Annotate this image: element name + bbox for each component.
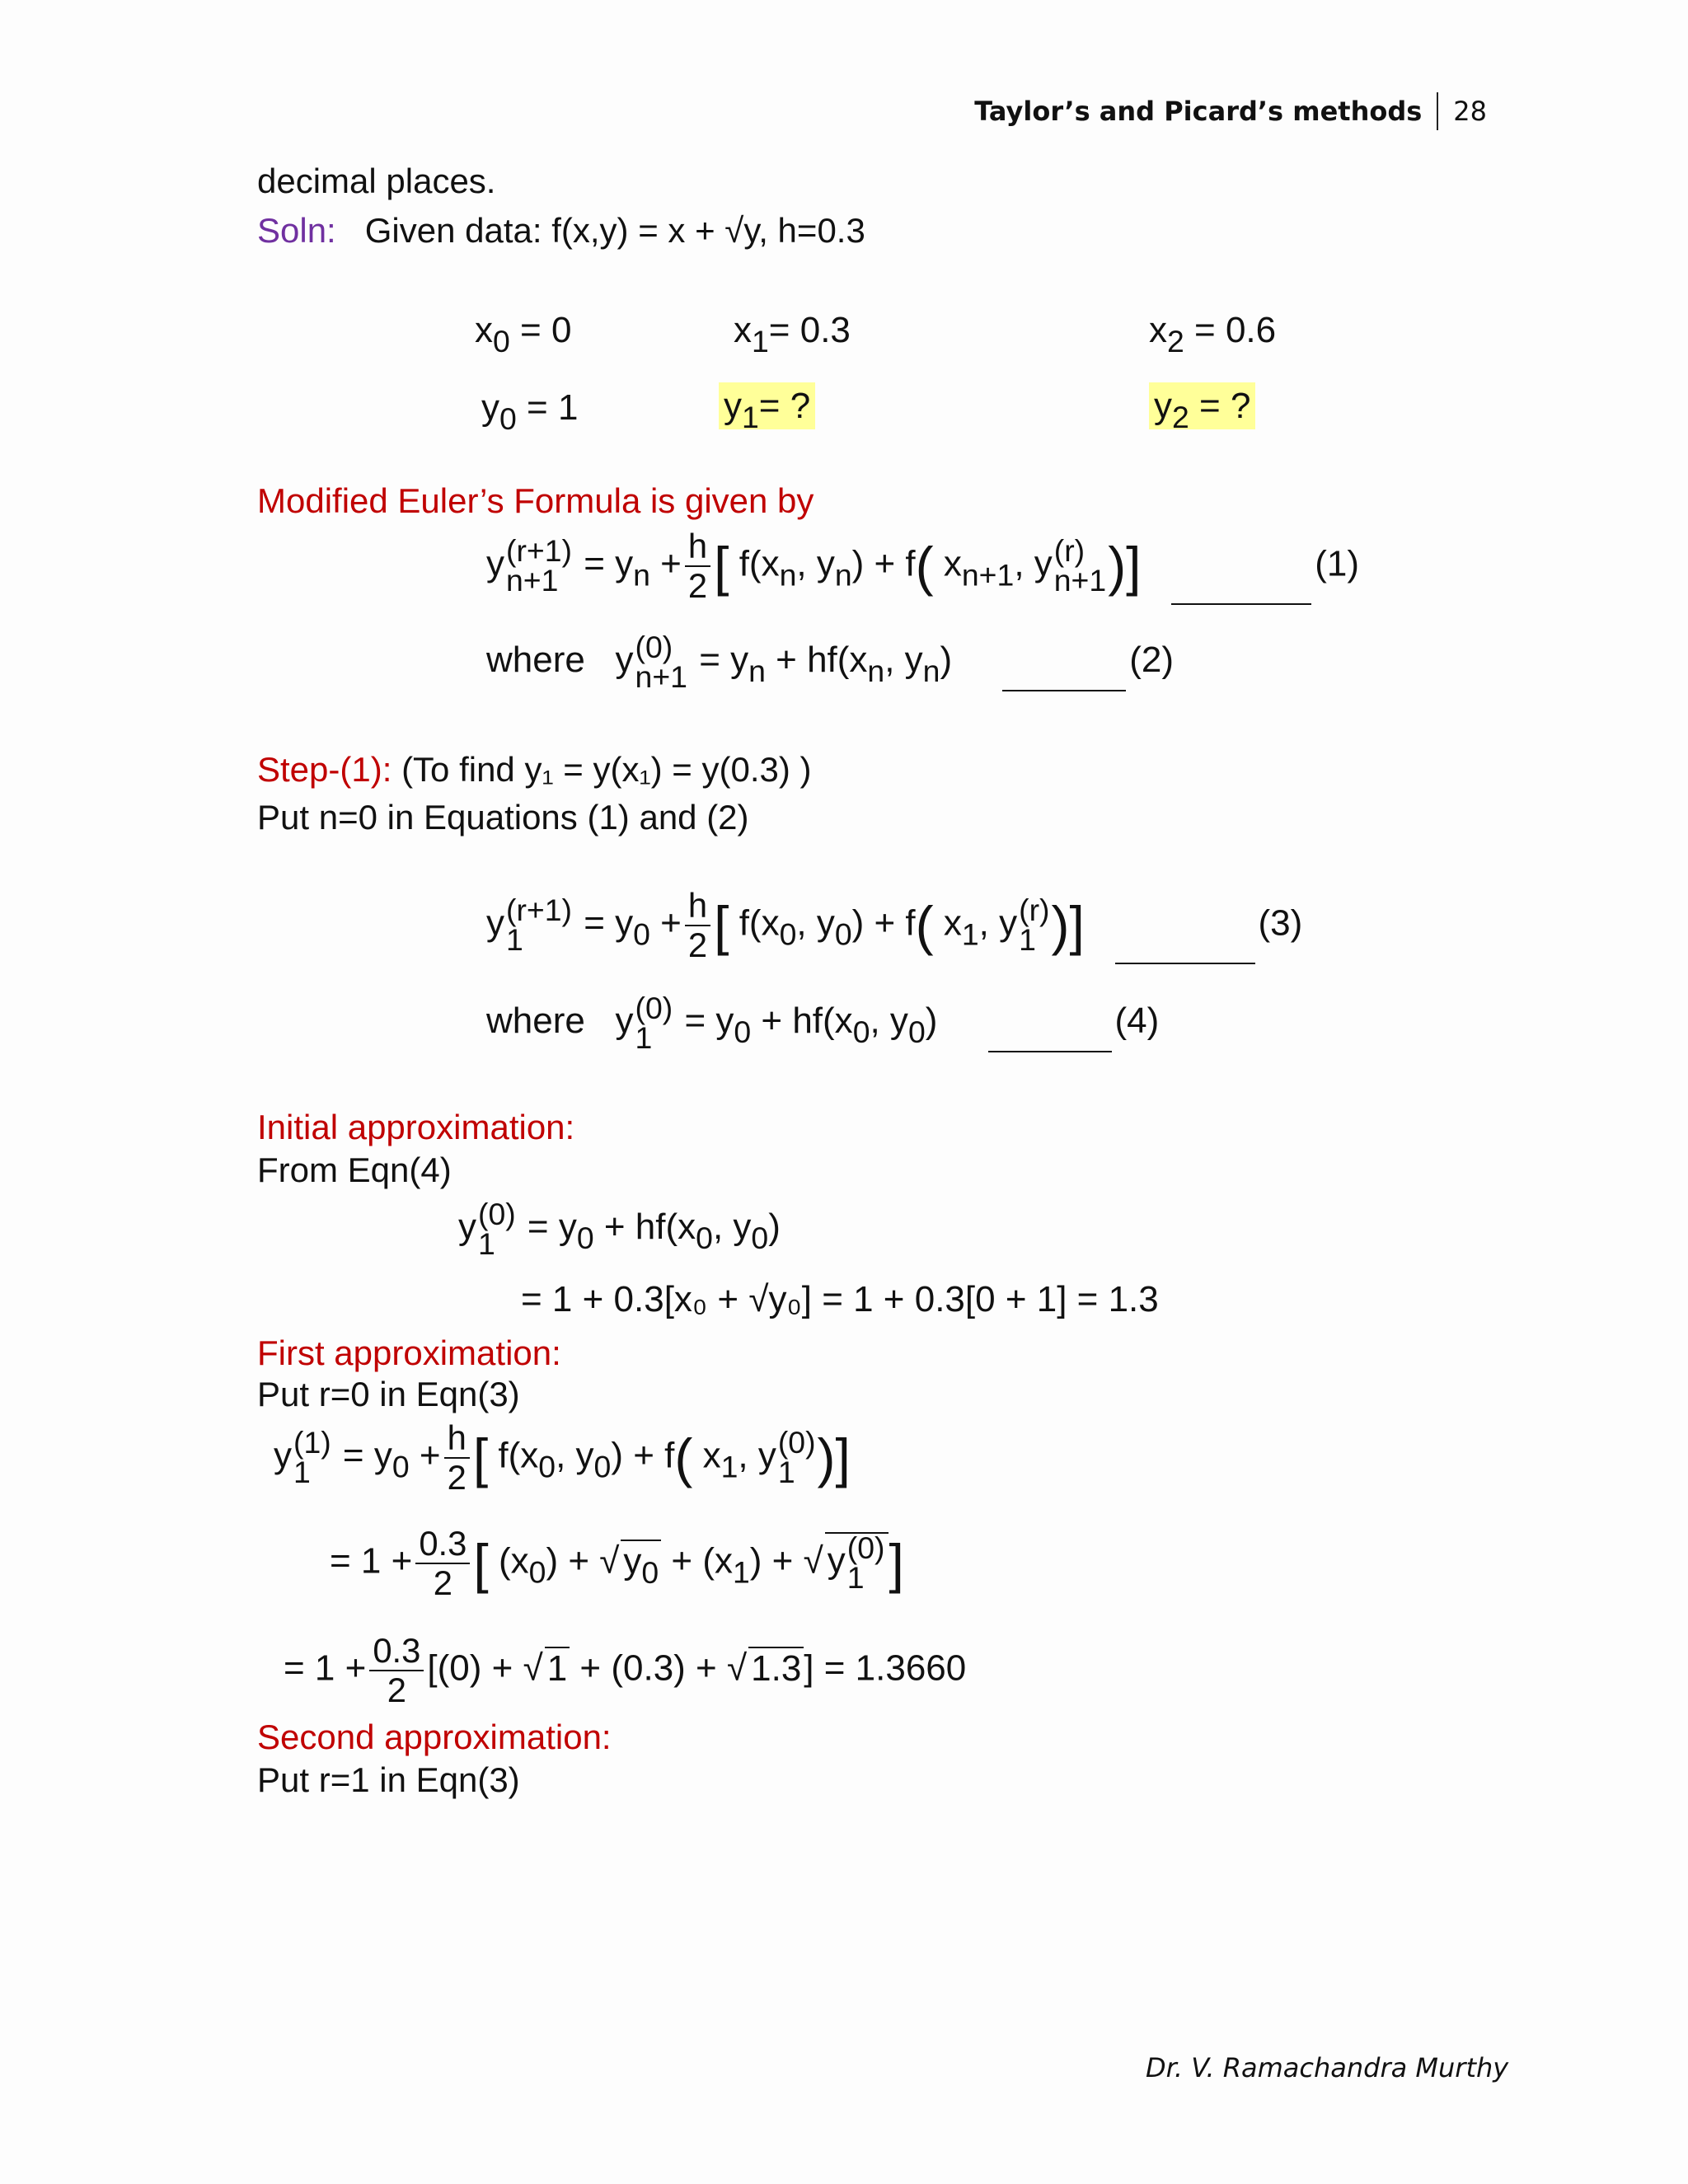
initial-line-2: = 1 + 0.3[x₀ + √y₀] = 1 + 0.3[0 + 1] = 1.3	[521, 1279, 1159, 1319]
second-heading: Second approximation:	[257, 1718, 612, 1756]
where-label-1: where	[486, 640, 585, 681]
first-line-3: = 1 + $\frac{0.3}{2}$ [(0) + √ 1 + (0.3) + √ 1.3] = 1.3660	[284, 1631, 967, 1709]
step1-text: (To find y₁ = y(x₁) = y(0.3) )	[401, 750, 812, 789]
y1-value: $y_1=$ ?	[719, 386, 815, 435]
put-r1: Put r=1 in Eqn(3)	[257, 1760, 520, 1799]
initial-line-1: y (0) 1 = $y_0 + hf(x_0$, $y_0$)	[458, 1197, 781, 1261]
given-h: , h=0.3	[758, 211, 865, 250]
given-function: f(x,y) = x + √y	[551, 211, 759, 250]
equation-3: y (r+1) 1 = $y_0$ + $\frac{h}{2}$ [ $f(x_0$, $y_0) + f$( $x_1$, y (r) 1 )] (3)	[486, 886, 1303, 964]
initial-heading: Initial approximation:	[257, 1108, 575, 1146]
x0-value: $x_0 = 0$	[475, 310, 572, 359]
first-line-2: = 1 + $\frac{0.3}{2}$ [ $(x_0)$ + √ $y_0 + (x_1)$ + √ y (0) 1 ]	[330, 1524, 904, 1602]
eq3-label: (3)	[1258, 902, 1303, 944]
eq1-label: (1)	[1315, 543, 1359, 584]
x2-value: $x_2 = 0.6$	[1149, 310, 1277, 359]
footer-author: Dr. V. Ramachandra Murthy	[1146, 2052, 1509, 2083]
step1-label: Step-(1):	[257, 750, 392, 789]
step1-line	[257, 750, 812, 790]
header-divider	[1437, 92, 1438, 130]
given-label: Given data:	[364, 211, 542, 250]
y2-value: $y_2$ = ?	[1149, 386, 1255, 435]
equation-4: where y (0) 1 = $y_0 + hf(x_0$, $y_0$) (4)	[486, 991, 1160, 1055]
page-number: 28	[1453, 96, 1487, 127]
eq4-label: (4)	[1114, 1001, 1160, 1042]
put-r0: Put r=0 in Eqn(3)	[257, 1375, 520, 1413]
where-label-2: where	[486, 1001, 585, 1042]
page-header	[974, 92, 1487, 130]
first-result: = 1.3660	[823, 1647, 967, 1689]
eq2-label: (2)	[1129, 640, 1175, 681]
modified-euler-heading: Modified Euler’s Formula is given by	[257, 481, 814, 520]
first-line-1: y (1) 1 = $y_0$ + $\frac{h}{2}$ [ $f(x_0$, $y_0) + f$( $x_1$, y (0) 1 )]	[274, 1418, 851, 1497]
equation-2: where y (0) n+1 = $y_n + hf(x_n$, $y_n$) (2)	[486, 630, 1175, 694]
y0-value: $y_0 = 1$	[481, 387, 579, 436]
x1-value: $x_1= 0.3$	[734, 310, 851, 359]
soln-label: Soln:	[257, 211, 336, 250]
from-eqn4: From Eqn(4)	[257, 1151, 452, 1189]
intro-text: decimal places.	[257, 162, 496, 200]
step1-put: Put n=0 in Equations (1) and (2)	[257, 798, 749, 837]
first-heading: First approximation:	[257, 1333, 561, 1372]
header-title: Taylor’s and Picard’s methods	[974, 96, 1423, 127]
equation-1: y (r+1) n+1 = $y_n$ + $\frac{h}{2}$ [ $f(x_n$, $y_n) + f$( $x_{n+1}$, y (r) n+1 )] (1)	[486, 527, 1359, 605]
soln-line	[257, 211, 865, 251]
